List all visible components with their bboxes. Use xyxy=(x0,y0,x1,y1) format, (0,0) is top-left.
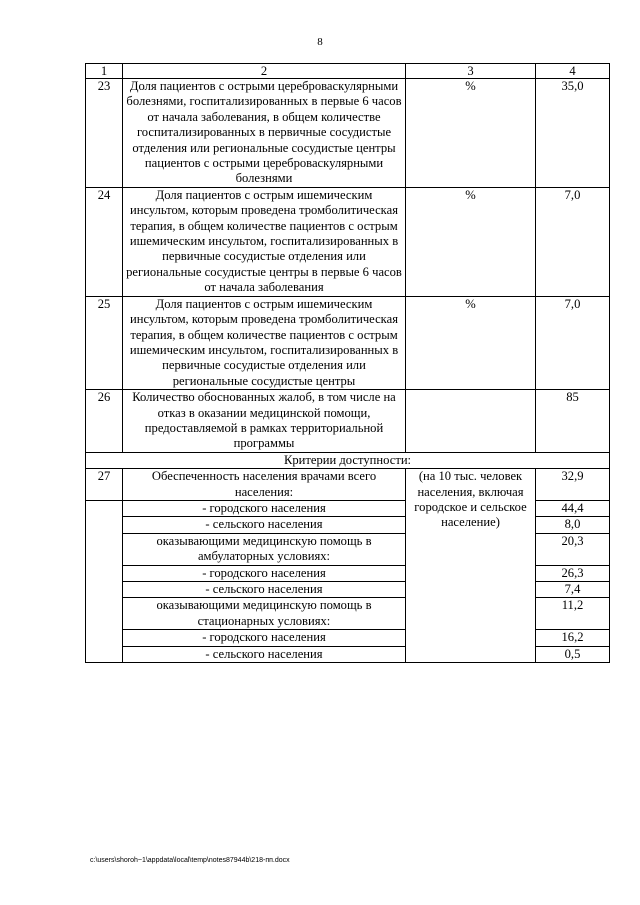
row-unit: (на 10 тыс. человек населения, включая городское и сельское население) xyxy=(406,469,536,663)
row-value: 26,3 xyxy=(536,565,610,581)
table-row xyxy=(86,79,610,188)
row-number: 27 xyxy=(86,469,123,501)
row-value: 44,4 xyxy=(536,500,610,516)
table-header-row xyxy=(86,64,610,79)
row-number: 25 xyxy=(86,296,123,389)
header-cell-2: 2 xyxy=(123,64,406,79)
row-description: Доля пациентов с острым ишемическим инсультом, которым проведена тромболитическая терапия, в общем количестве пациентов с острым ишемическим инсультом, госпитализированных в первичные сосудистые отделения или региональные сосудистые центры в первые 6 часов от начала заболевания xyxy=(123,187,406,296)
header-cell-3: 3 xyxy=(406,64,536,79)
header-cell-1: 1 xyxy=(86,64,123,79)
row-value: 16,2 xyxy=(536,630,610,646)
criteria-table xyxy=(85,63,610,663)
row-value: 11,2 xyxy=(536,598,610,630)
row-description: Количество обоснованных жалоб, в том числе на отказ в оказании медицинской помощи, предоставляемой в рамках территориальной программы xyxy=(123,390,406,453)
row-value: 0,5 xyxy=(536,646,610,662)
row-value: 85 xyxy=(536,390,610,453)
row-number: 26 xyxy=(86,390,123,453)
row-description: Доля пациентов с острыми цереброваскулярными болезнями, госпитализированных в первые 6 часов от начала заболевания, в общем количестве госпитализированных в первичные сосудистые отделения или региональные сосудистые центры пациентов с острыми цереброваскулярными болезнями xyxy=(123,79,406,188)
row-description: - городского населения xyxy=(123,500,406,516)
row-description: - городского населения xyxy=(123,630,406,646)
row-value: 35,0 xyxy=(536,79,610,188)
row-unit: % xyxy=(406,187,536,296)
row-number-blank xyxy=(86,500,123,662)
table-row xyxy=(86,469,610,501)
row-value: 7,4 xyxy=(536,582,610,598)
table-row xyxy=(86,390,610,453)
row-unit: % xyxy=(406,296,536,389)
row-unit: % xyxy=(406,79,536,188)
row-value: 7,0 xyxy=(536,187,610,296)
row-description: Доля пациентов с острым ишемическим инсультом, которым проведена тромболитическая терапия, в общем количестве пациентов с острым ишемическим инсультом, госпитализированных в первичные сосудистые отделения или региональные сосудистые центры xyxy=(123,296,406,389)
row-number: 24 xyxy=(86,187,123,296)
row-description: оказывающими медицинскую помощь в амбулаторных условиях: xyxy=(123,533,406,565)
row-description: - городского населения xyxy=(123,565,406,581)
section-row xyxy=(86,452,610,468)
row-number: 23 xyxy=(86,79,123,188)
table-row xyxy=(86,296,610,389)
row-description: оказывающими медицинскую помощь в стационарных условиях: xyxy=(123,598,406,630)
row-description: Обеспеченность населения врачами всего населения: xyxy=(123,469,406,501)
header-cell-4: 4 xyxy=(536,64,610,79)
row-description: - сельского населения xyxy=(123,646,406,662)
row-value: 20,3 xyxy=(536,533,610,565)
section-title: Критерии доступности: xyxy=(86,452,610,468)
row-description: - сельского населения xyxy=(123,517,406,533)
row-value: 7,0 xyxy=(536,296,610,389)
page-number: 8 xyxy=(317,36,323,48)
row-value: 32,9 xyxy=(536,469,610,501)
row-unit xyxy=(406,390,536,453)
footer-file-path: c:\users\shoroh~1\appdata\local\temp\notes87944b\218-пп.docx xyxy=(90,857,290,864)
row-description: - сельского населения xyxy=(123,582,406,598)
table-row xyxy=(86,187,610,296)
row-value: 8,0 xyxy=(536,517,610,533)
